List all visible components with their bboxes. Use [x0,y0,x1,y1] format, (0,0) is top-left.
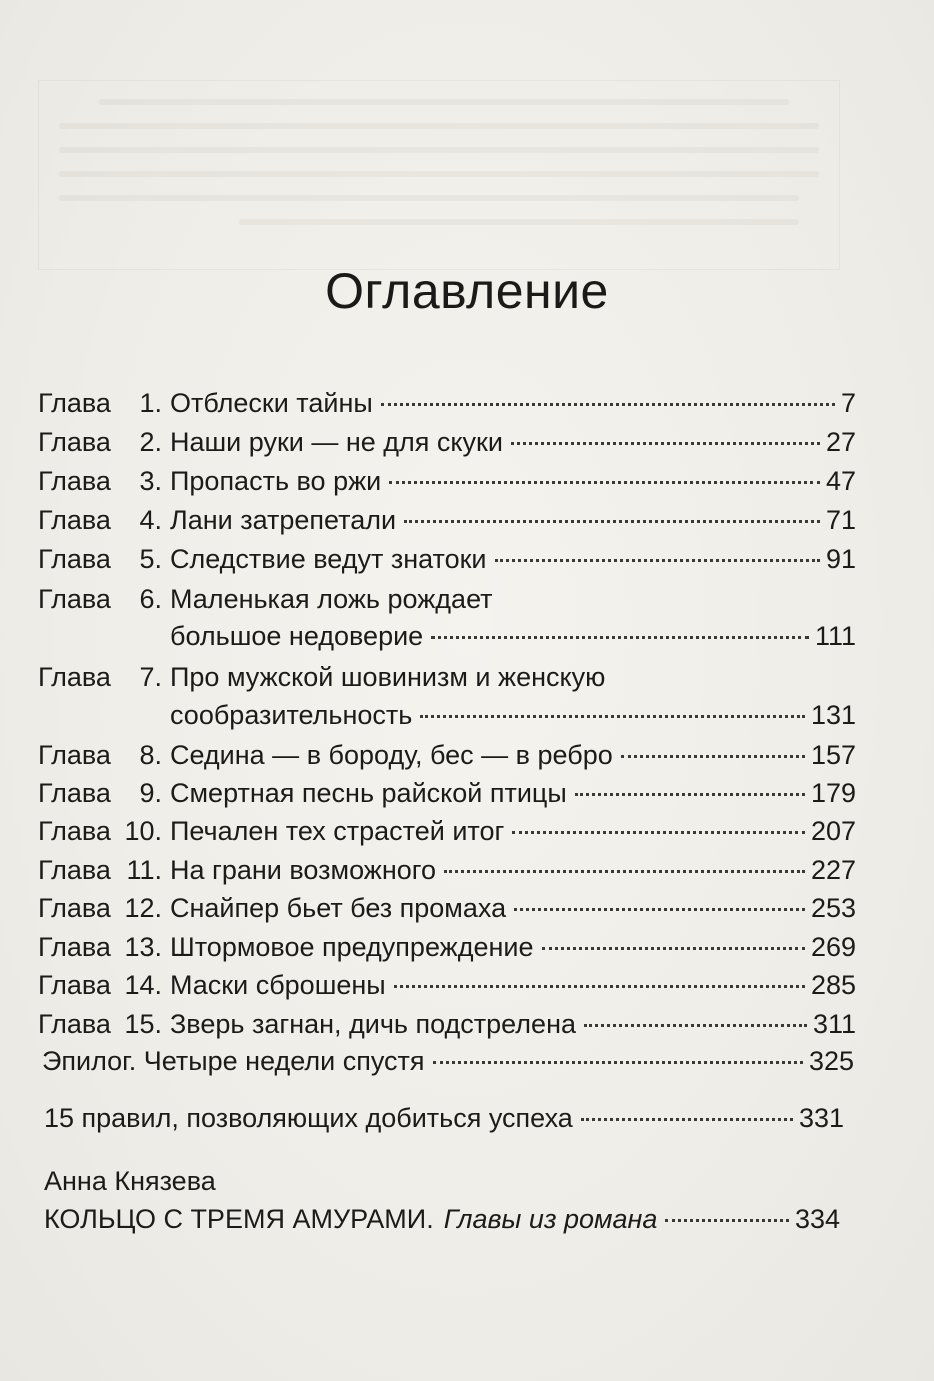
toc-entry-chapter-6 [38,584,856,615]
page-number: 334 [794,1204,840,1234]
bonus-author [44,1166,844,1197]
chapter-prefix: Глава [38,466,111,496]
chapter-title: Отблески тайны [170,388,373,418]
chapter-number: 15. [124,1009,162,1039]
chapter-number: 1. [139,388,162,418]
page-number: 227 [810,855,856,885]
page-number: 47 [825,466,856,496]
toc-entry-chapter-7-continued [170,700,856,731]
page-number: 311 [812,1009,856,1039]
chapter-prefix: Глава [38,893,111,923]
toc-entry-chapter-2 [38,427,856,458]
dot-leader [511,442,820,445]
chapter-prefix: Глава [38,505,111,535]
page-number: 285 [810,970,856,1000]
chapter-number: 2. [139,427,162,457]
toc-entry-chapter-1 [38,388,856,419]
chapter-prefix: Глава [38,662,111,692]
chapter-title: Печален тех страстей итог [170,816,505,846]
toc-entry-chapter-14 [38,970,856,1001]
chapter-title-line-2: большое недоверие [170,621,424,651]
chapter-title-line-2: сообразительность [170,700,413,730]
bonus-title: КОЛЬЦО С ТРЕМЯ АМУРАМИ. [44,1204,434,1234]
toc-entry-chapter-10 [38,816,856,847]
dot-leader [444,870,805,873]
chapter-title: Штормовое предупреждение [170,932,534,962]
chapter-title: Смертная песнь райской птицы [170,778,567,808]
chapter-number: 5. [139,544,162,574]
dot-leader [433,1061,803,1064]
dot-leader [389,481,820,484]
chapter-title: Наши руки — не для скуки [170,427,503,457]
toc-entry-chapter-3 [38,466,856,497]
toc-entry-chapter-12 [38,893,856,924]
bonus-subtitle: Главы из романа [443,1204,658,1234]
dot-leader [404,520,820,523]
chapter-title: Снайпер бьет без промаха [170,893,507,923]
chapter-title: Седина — в бороду, бес — в ребро [170,740,613,770]
toc-entry-chapter-13 [38,932,856,963]
chapter-prefix: Глава [38,1009,111,1039]
chapter-number: 3. [139,466,162,496]
dot-leader [514,908,805,911]
chapter-number: 10. [124,816,162,846]
chapter-number: 12. [124,893,162,923]
chapter-prefix: Глава [38,584,111,614]
toc-entry-chapter-11 [38,855,856,886]
epilogue-title: Эпилог. Четыре недели спустя [42,1046,425,1076]
chapter-prefix: Глава [38,427,111,457]
chapter-prefix: Глава [38,855,111,885]
page-number: 111 [814,621,856,651]
page-number: 131 [810,700,856,730]
toc-entry-chapter-4 [38,505,856,536]
page-number: 7 [840,388,856,418]
chapter-prefix: Глава [38,816,111,846]
chapter-number: 8. [139,740,162,770]
toc-entry-chapter-6-continued [170,621,856,652]
chapter-number: 9. [139,778,162,808]
toc-entry-bonus [44,1204,840,1235]
chapter-number: 7. [139,662,162,692]
page-number: 27 [825,427,856,457]
page-number: 269 [810,932,856,962]
page-number: 207 [810,816,856,846]
chapter-prefix: Глава [38,388,111,418]
chapter-title: Пропасть во ржи [170,466,382,496]
page-number: 179 [810,778,856,808]
chapter-prefix: Глава [38,970,111,1000]
toc-entry-chapter-9 [38,778,856,809]
dot-leader [431,636,809,639]
toc-entry-epilogue [42,1046,854,1077]
page-number: 331 [798,1103,844,1133]
chapter-title: Маски сброшены [170,970,386,1000]
chapter-prefix: Глава [38,740,111,770]
rules-title: 15 правил, позволяющих добиться успеха [44,1103,573,1133]
toc-entry-chapter-7 [38,662,856,693]
dot-leader [581,1118,793,1121]
chapter-title-line-1: Маленькая ложь рождает [170,584,493,614]
dot-leader [575,793,805,796]
chapter-title: Зверь загнан, дичь подстрелена [170,1009,577,1039]
chapter-number: 6. [139,584,162,614]
chapter-number: 14. [124,970,162,1000]
chapter-prefix: Глава [38,778,111,808]
dot-leader [381,403,835,406]
chapter-number: 4. [139,505,162,535]
dot-leader [420,715,805,718]
chapter-title: Следствие ведут знатоки [170,544,487,574]
page-number: 91 [825,544,856,574]
toc-entry-chapter-5 [38,544,856,575]
dot-leader [495,559,820,562]
chapter-prefix: Глава [38,544,111,574]
page-number: 253 [810,893,856,923]
dot-leader [621,755,805,758]
toc-entry-rules [44,1103,844,1134]
chapter-title-line-1: Про мужской шовинизм и женскую [170,662,606,692]
page-number: 71 [825,505,856,535]
chapter-number: 11. [126,855,162,885]
chapter-title: Лани затрепетали [170,505,397,535]
chapter-number: 13. [124,932,162,962]
toc-entry-chapter-15 [38,1009,856,1040]
toc-entry-chapter-8 [38,740,856,771]
dot-leader [584,1024,807,1027]
page-title: Оглавление [325,263,609,319]
chapter-title: На грани возможного [170,855,437,885]
dot-leader [394,985,805,988]
author-name: Анна Князева [44,1166,216,1196]
dot-leader [665,1219,789,1222]
chapter-prefix: Глава [38,932,111,962]
page-number: 325 [808,1046,854,1076]
dot-leader [542,947,805,950]
dot-leader [512,831,805,834]
page-number: 157 [810,740,856,770]
